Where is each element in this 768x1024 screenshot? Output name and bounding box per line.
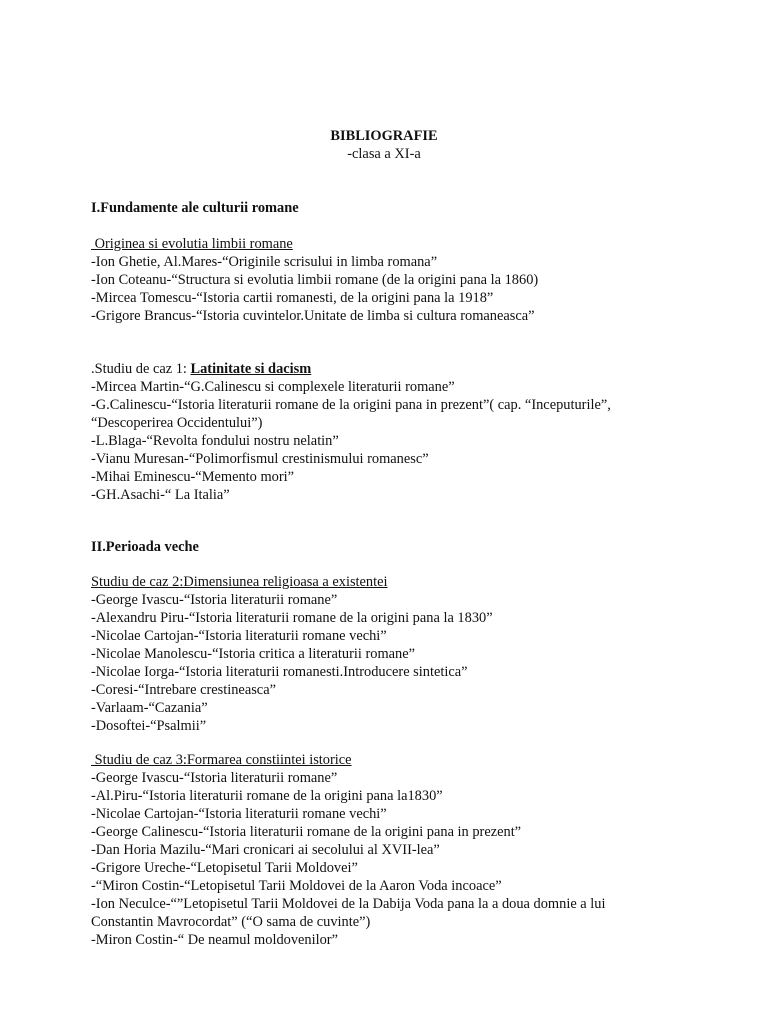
bibliography-item: -Nicolae Iorga-“Istoria literaturii romanesti.Introducere sintetica” xyxy=(91,664,468,680)
bibliography-item: -Dan Horia Mazilu-“Mari cronicari ai secolului al XVII-lea” xyxy=(91,842,440,858)
document-title: BIBLIOGRAFIE xyxy=(330,128,438,144)
bibliography-item: -George Calinescu-“Istoria literaturii romane de la origini pana in prezent” xyxy=(91,824,522,840)
bibliography-item: -Nicolae Manolescu-“Istoria critica a literaturii romane” xyxy=(91,646,416,662)
section-2-sub-1 xyxy=(91,573,711,735)
bibliography-item: -Grigore Brancus-“Istoria cuvintelor.Unitate de limba si cultura romaneasca” xyxy=(91,308,535,324)
bibliography-item: -Alexandru Piru-“Istoria literaturii romane de la origini pana la 1830” xyxy=(91,610,493,626)
bibliography-item: -Al.Piru-“Istoria literaturii romane de la origini pana la1830” xyxy=(91,788,443,804)
bibliography-item: -Grigore Ureche-“Letopisetul Tarii Moldovei” xyxy=(91,860,358,876)
bibliography-item: -George Ivascu-“Istoria literaturii romane” xyxy=(91,592,338,608)
bibliography-item: -Ion Ghetie, Al.Mares-“Originile scrisului in limba romana” xyxy=(91,254,438,270)
bibliography-item: -Mircea Tomescu-“Istoria cartii romanesti, de la origini pana la 1918” xyxy=(91,290,494,306)
section-1-sub-1 xyxy=(91,235,711,325)
subsection-title: Studiu de caz 3:Formarea constiintei istorice xyxy=(91,752,352,768)
section-1-heading: I.Fundamente ale culturii romane xyxy=(91,200,299,216)
bibliography-item: -Vianu Muresan-“Polimorfismul crestinismului romanesc” xyxy=(91,451,429,467)
bibliography-item: -George Ivascu-“Istoria literaturii romane” xyxy=(91,770,338,786)
bibliography-item: -Nicolae Cartojan-“Istoria literaturii romane vechi” xyxy=(91,628,387,644)
subsection-title: Originea si evolutia limbii romane xyxy=(91,236,293,252)
bibliography-item: -L.Blaga-“Revolta fondului nostru nelatin” xyxy=(91,433,339,449)
subsection-title: Latinitate si dacism xyxy=(190,361,312,377)
bibliography-item: -Dosoftei-“Psalmii” xyxy=(91,718,207,734)
case-study-prefix: .Studiu de caz 1: xyxy=(91,361,191,377)
subsection-title: Studiu de caz 2:Dimensiunea religioasa a existentei xyxy=(91,574,388,590)
bibliography-item: -Varlaam-“Cazania” xyxy=(91,700,208,716)
bibliography-item: -Ion Neculce-“”Letopisetul Tarii Moldovei de la Dabija Voda pana la a doua domnie a lui Constantin Mavrocordat” (“O sama de cuvinte”) xyxy=(91,896,606,930)
bibliography-item: -Ion Coteanu-“Structura si evolutia limbii romane (de la origini pana la 1860) xyxy=(91,272,539,288)
bibliography-item: -G.Calinescu-“Istoria literaturii romane de la origini pana in prezent”( cap. “Inceputurile”, “Descoperirea Occidentului”) xyxy=(91,397,611,431)
bibliography-item: -“Miron Costin-“Letopisetul Tarii Moldovei de la Aaron Voda incoace” xyxy=(91,878,502,894)
section-1-sub-2 xyxy=(91,360,711,504)
bibliography-item: -Mihai Eminescu-“Memento mori” xyxy=(91,469,295,485)
document-subtitle: -clasa a XI-a xyxy=(347,146,421,162)
bibliography-item: -Nicolae Cartojan-“Istoria literaturii romane vechi” xyxy=(91,806,387,822)
section-2-sub-2 xyxy=(91,751,711,949)
bibliography-item: -Miron Costin-“ De neamul moldovenilor” xyxy=(91,932,338,948)
bibliography-item: -GH.Asachi-“ La Italia” xyxy=(91,487,230,503)
bibliography-item: -Coresi-“Intrebare crestineasca” xyxy=(91,682,276,698)
section-2-heading: II.Perioada veche xyxy=(91,539,199,555)
bibliography-item: -Mircea Martin-“G.Calinescu si complexele literaturii romane” xyxy=(91,379,455,395)
